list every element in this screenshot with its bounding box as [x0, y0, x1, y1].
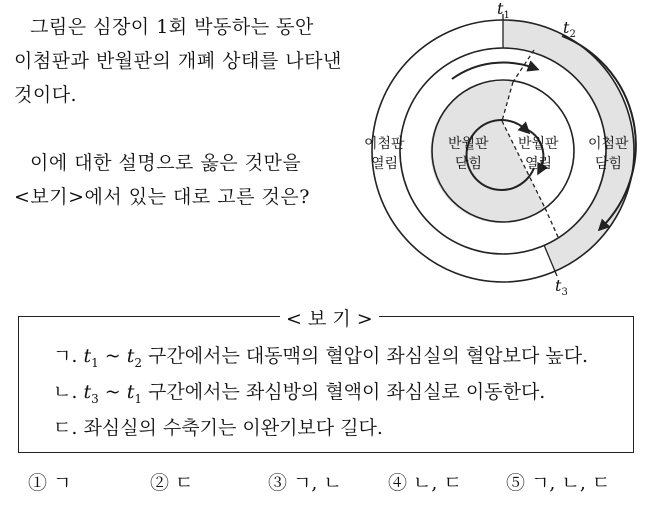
bogi-box — [18, 316, 634, 453]
choice-5[interactable]: ⑤ ㄱ, ㄴ, ㄷ — [506, 472, 611, 494]
inner-right-label-1: 반월판 — [518, 136, 559, 152]
inner-left-label-2: 닫힘 — [455, 156, 483, 172]
question-line-2: 이첨판과 반월판의 개폐 상태를 나타낸 — [14, 50, 342, 72]
middle-arrow — [452, 62, 534, 79]
valve-cycle-diagram — [362, 0, 647, 300]
outer-left-label-2: 열림 — [371, 156, 399, 172]
dashed-boundary-lower — [545, 208, 558, 237]
outer-left-label-1: 이첨판 — [364, 136, 405, 152]
question-line-5: <보기>에서 있는 대로 고른 것은? — [14, 186, 310, 208]
bogi-item-2: ㄴ. $t_3$ ~ $t_1$ 구간에서는 좌심방의 혈액이 좌심실로 이동한다. — [53, 381, 546, 406]
t2-label: $t_2$ — [563, 18, 576, 40]
choice-3[interactable]: ③ ㄱ, ㄴ — [268, 472, 342, 494]
semilunar-closed-shade — [430, 81, 545, 223]
inner-left-label-1: 반월판 — [448, 136, 489, 152]
choice-1[interactable]: ① ㄱ — [28, 472, 72, 494]
question-line-4: 이에 대한 설명으로 옳은 것만을 — [30, 152, 302, 174]
t3-label: $t_3$ — [555, 276, 568, 298]
choice-2[interactable]: ② ㄷ — [150, 472, 194, 494]
inner-right-label-2: 열림 — [525, 156, 553, 172]
t1-label: $t_1$ — [497, 0, 510, 21]
choice-4[interactable]: ④ ㄴ, ㄷ — [388, 472, 462, 494]
outer-right-label-2: 닫힘 — [595, 156, 623, 172]
bogi-title: < 보 기 > — [280, 304, 379, 331]
outer-right-label-1: 이첨판 — [588, 136, 629, 152]
bogi-item-1: ㄱ. $t_1$ ~ $t_2$ 구간에서는 대동맥의 혈압이 좌심실의 혈압보다 높다. — [53, 345, 589, 370]
question-line-3: 것이다. — [14, 84, 78, 106]
bogi-item-3: ㄷ. 좌심실의 수축기는 이완기보다 길다. — [53, 417, 383, 439]
question-line-1: 그림은 심장이 1회 박동하는 동안 — [30, 16, 314, 38]
